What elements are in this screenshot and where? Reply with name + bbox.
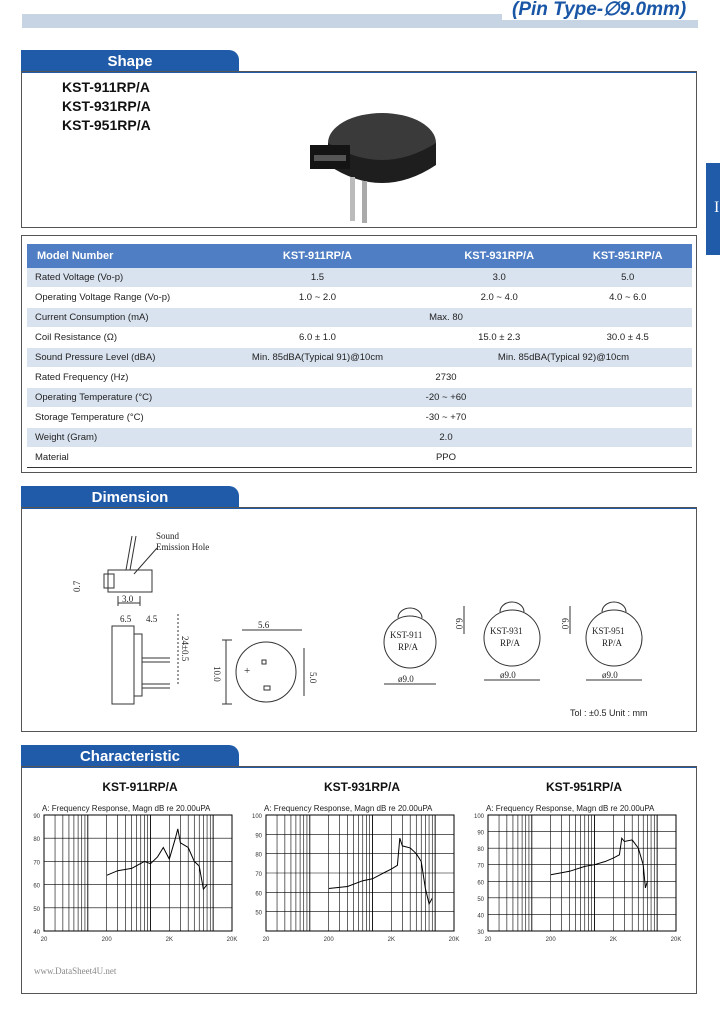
x-tick-label: 2K [387, 937, 396, 943]
bottom-view [222, 630, 304, 704]
cell: 3.0 [435, 268, 564, 288]
section-characteristic-tab: Characteristic [21, 745, 239, 768]
dim-label: 4.5 [146, 614, 158, 624]
dim-label: 0.7 [72, 580, 82, 592]
y-tick-label: 50 [33, 906, 40, 913]
cell: 15.0 ± 2.3 [435, 328, 564, 348]
y-tick-label: 50 [255, 910, 262, 917]
dim-label: 6.0 [560, 618, 570, 630]
y-tick-label: 80 [255, 852, 262, 859]
sound-emission-hole [314, 155, 346, 161]
plot-frame [488, 815, 676, 931]
row-label: Sound Pressure Level (dBA) [27, 348, 200, 368]
x-tick-label: 200 [101, 937, 112, 943]
section-shape-tab: Shape [21, 50, 239, 73]
y-tick-label: 60 [477, 880, 484, 887]
y-tick-label: 70 [33, 860, 40, 867]
y-tick-label: 30 [477, 930, 484, 936]
table-row [27, 348, 692, 368]
dim-label: ø9.0 [398, 674, 414, 684]
row-label: Operating Voltage Range (Vo-p) [27, 288, 200, 308]
row-label: Storage Temperature (°C) [27, 408, 200, 428]
dim-label: KST-911 [390, 630, 423, 640]
row-label: Material [27, 448, 200, 468]
cell: Max. 80 [200, 308, 692, 328]
cell: Min. 85dBA(Typical 92)@10cm [435, 348, 692, 368]
row-label: Operating Temperature (°C) [27, 388, 200, 408]
y-tick-label: 80 [33, 837, 40, 844]
cell: -20 ~ +60 [200, 388, 692, 408]
x-tick-label: 2K [165, 937, 174, 943]
table-row [27, 388, 692, 408]
front-view [112, 614, 178, 704]
x-tick-label: 20 [262, 937, 270, 943]
x-tick-label: 20K [670, 937, 682, 943]
response-line [329, 838, 433, 904]
y-tick-label: 100 [251, 814, 262, 820]
y-tick-label: 70 [255, 872, 262, 878]
y-tick-label: 60 [33, 883, 40, 890]
cell: 2730 [200, 368, 692, 388]
model-name: KST-911RP/A [62, 79, 150, 95]
cell: 1.5 [200, 268, 435, 288]
row-label: Weight (Gram) [27, 428, 200, 448]
table-row [27, 268, 692, 288]
dim-label: 6.0 [454, 618, 464, 630]
plot-frame [44, 815, 232, 931]
dim-label: 5.6 [258, 620, 270, 630]
y-tick-label: 60 [255, 891, 262, 898]
cell: 2.0 [200, 428, 692, 448]
chart-subtitle: A: Frequency Response, Magn dB re 20.00uPA [264, 804, 433, 813]
side-tab-label: I [714, 199, 720, 216]
footer-watermark: www.DataSheet4U.net [34, 966, 117, 976]
dim-label: Emission Hole [156, 542, 210, 552]
buzzer-product-image [300, 105, 440, 225]
y-tick-label: 90 [477, 830, 484, 837]
cell: Min. 85dBA(Typical 91)@10cm [200, 348, 435, 368]
y-tick-label: 70 [477, 863, 484, 870]
dim-label: RP/A [500, 638, 521, 648]
dimension-drawing [22, 508, 696, 731]
dim-label: 24±0.5 [180, 636, 190, 662]
side-index-tab [706, 163, 720, 255]
section-dimension-tab: Dimension [21, 486, 239, 509]
dim-label: ø9.0 [500, 670, 516, 680]
cell: 4.0 ~ 6.0 [563, 288, 692, 308]
spec-header: Model Number [27, 244, 200, 268]
cell: PPO [200, 448, 692, 468]
row-label: Rated Frequency (Hz) [27, 368, 200, 388]
dim-label: KST-951 [592, 626, 625, 636]
x-tick-label: 20 [40, 937, 48, 943]
tolerance-note: Tol : ±0.5 Unit : mm [570, 708, 648, 718]
spec-header: KST-911RP/A [200, 244, 435, 268]
spec-header: KST-931RP/A [435, 244, 564, 268]
x-tick-label: 200 [323, 937, 334, 943]
chart-subtitle: A: Frequency Response, Magn dB re 20.00uPA [486, 804, 655, 813]
cell: 6.0 ± 1.0 [200, 328, 435, 348]
dim-label: Sound [156, 531, 180, 541]
cell: 5.0 [563, 268, 692, 288]
y-tick-label: 40 [477, 913, 484, 920]
dim-label: RP/A [602, 638, 623, 648]
dim-label: 3.0 [122, 594, 134, 604]
header-bar [22, 0, 698, 28]
table-row [27, 448, 692, 468]
spec-table [27, 244, 692, 468]
x-tick-label: 200 [545, 937, 556, 943]
cell: 1.0 ~ 2.0 [200, 288, 435, 308]
dim-label: KST-931 [490, 626, 523, 636]
y-tick-label: 100 [473, 814, 484, 820]
page-title: (Pin Type-∅9.0mm) [502, 0, 698, 20]
cell: -30 ~ +70 [200, 408, 692, 428]
dimension-box [21, 507, 697, 732]
table-row [27, 308, 692, 328]
table-row [27, 428, 692, 448]
y-tick-label: 90 [33, 814, 40, 820]
y-tick-label: 90 [255, 833, 262, 840]
dim-label: 6.5 [120, 614, 132, 624]
dim-label: 10.0 [212, 666, 222, 682]
cell: 2.0 ~ 4.0 [435, 288, 564, 308]
y-tick-label: 80 [477, 847, 484, 854]
characteristic-box [21, 766, 697, 994]
spec-header-row [27, 244, 692, 268]
buzzer-pin [350, 177, 355, 221]
table-row [27, 408, 692, 428]
table-row [27, 288, 692, 308]
table-row [27, 368, 692, 388]
cell: 30.0 ± 4.5 [563, 328, 692, 348]
plus-mark: + [244, 665, 251, 677]
x-tick-label: 20K [226, 937, 238, 943]
x-tick-label: 2K [609, 937, 618, 943]
response-line [551, 838, 648, 888]
row-label: Rated Voltage (Vo-p) [27, 268, 200, 288]
row-label: Coil Resistance (Ω) [27, 328, 200, 348]
y-tick-label: 40 [33, 930, 40, 936]
model-name: KST-951RP/A [62, 117, 151, 133]
chart-title: KST-951RP/A [545, 780, 623, 794]
y-tick-label: 50 [477, 896, 484, 903]
model-name: KST-931RP/A [62, 98, 151, 114]
x-tick-label: 20 [484, 937, 492, 943]
dim-label: RP/A [398, 642, 419, 652]
chart-subtitle: A: Frequency Response, Magn dB re 20.00uPA [42, 804, 211, 813]
row-label: Current Consumption (mA) [27, 308, 200, 328]
spec-header: KST-951RP/A [563, 244, 692, 268]
x-tick-label: 20K [448, 937, 460, 943]
chart-title: KST-911RP/A [102, 780, 178, 794]
table-row [27, 328, 692, 348]
model-list [62, 78, 151, 135]
dim-label: 5.0 [308, 672, 318, 684]
buzzer-pin [362, 181, 367, 223]
dim-label: ø9.0 [602, 670, 618, 680]
frequency-response-charts [22, 767, 696, 993]
chart-title: KST-931RP/A [323, 780, 401, 794]
